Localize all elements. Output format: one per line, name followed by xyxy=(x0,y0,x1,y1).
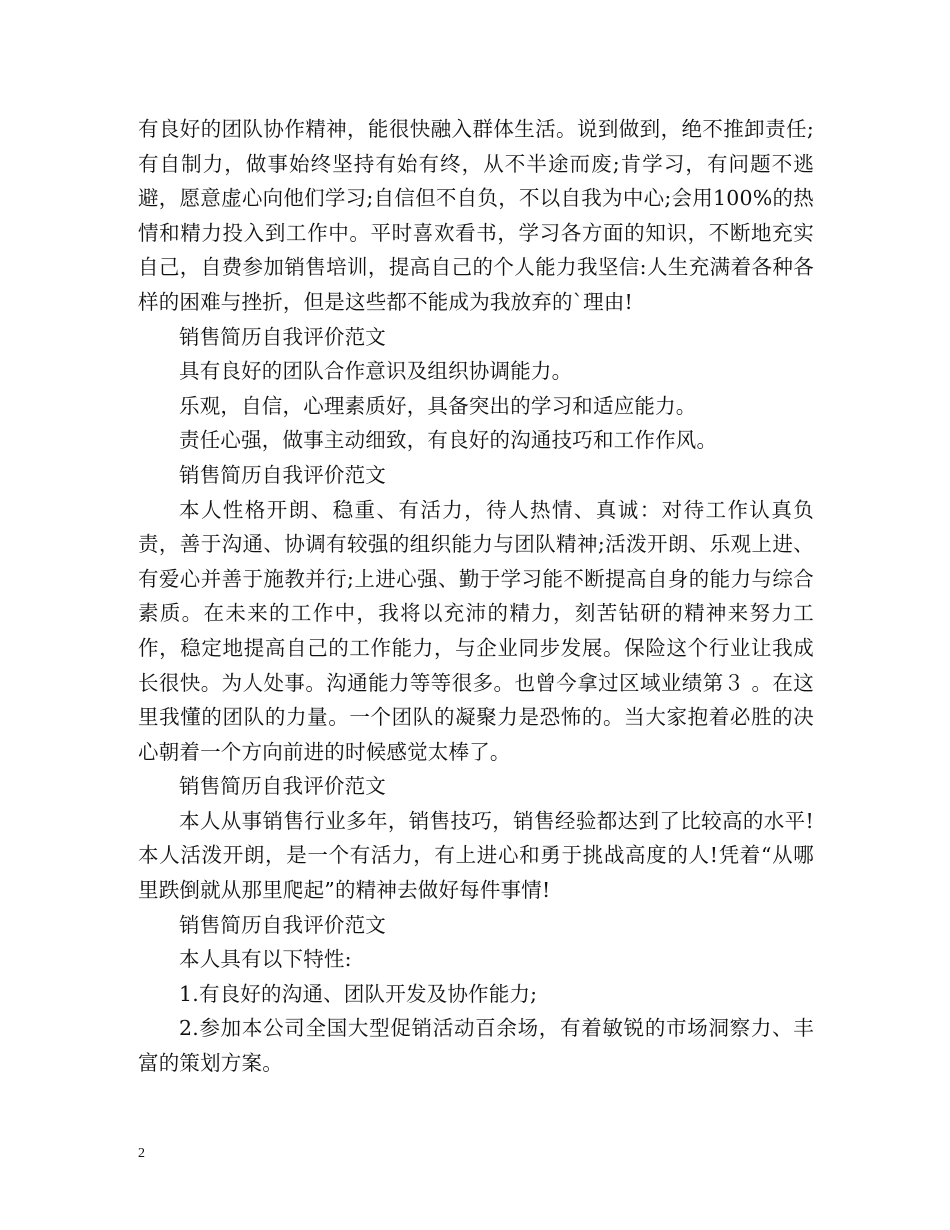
paragraph: 乐观，自信，心理素质好，具备突出的学习和适应能力。 xyxy=(179,393,697,418)
paragraph-intro: 有良好的团队协作精神，能很快融入群体生活。说到做到，绝不推卸责任;有自制力，做事始终坚持有始有终，从不半途而废;肯学习，有问题不逃避，愿意虚心向他们学习;自信但不自负，不以自我为中心;会用100%的热情和精力投入到工作中。平时喜欢看书，学习各方面的知识，不断地充实自己，自费参加销售培训，提高自己的个人能力我坚信:人生充满着各种各样的困难与挫折，但是这些都不能成为我放弃的`理由! xyxy=(138,117,814,314)
paragraph: 本人性格开朗、稳重、有活力，待人热情、真诚：对待工作认真负责，善于沟通、协调有较强的组织能力与团队精神;活泼开朗、乐观上进、有爱心并善于施教并行;上进心强、勤于学习能不断提高自身的能力与综合素质。在未来的工作中，我将以充沛的精力，刻苦钻研的精神来努力工作，稳定地提高自己的工作能力，与企业同步发展。保险这个行业让我成长很快。为人处事。沟通能力等等很多。也曾今拿过区域业绩第３ 。在这里我懂的团队的力量。一个团队的凝聚力是恐怖的。当大家抱着必胜的决心朝着一个方向前进的时候感觉太棒了。 xyxy=(138,497,814,764)
section-heading: 销售简历自我评价范文 xyxy=(179,462,386,487)
document-body xyxy=(138,112,814,1081)
section-heading: 销售简历自我评价范文 xyxy=(179,324,386,349)
list-item: 1.有良好的沟通、团队开发及协作能力; xyxy=(179,981,538,1006)
paragraph: 责任心强，做事主动细致，有良好的沟通技巧和工作作风。 xyxy=(179,428,718,453)
paragraph: 具有良好的团队合作意识及组织协调能力。 xyxy=(179,359,573,384)
page-number: 2 xyxy=(138,1146,145,1161)
paragraph: 本人具有以下特性: xyxy=(179,947,352,972)
section-heading: 销售简历自我评价范文 xyxy=(179,774,386,799)
list-item: 2.参加本公司全国大型促销活动百余场，有着敏锐的市场洞察力、丰富的策划方案。 xyxy=(138,1016,814,1076)
section-heading: 销售简历自我评价范文 xyxy=(179,912,386,937)
paragraph: 本人从事销售行业多年，销售技巧，销售经验都达到了比较高的水平!本人活泼开朗，是一个有活力，有上进心和勇于挑战高度的人!凭着“从哪里跌倒就从那里爬起”的精神去做好每件事情! xyxy=(138,808,814,903)
